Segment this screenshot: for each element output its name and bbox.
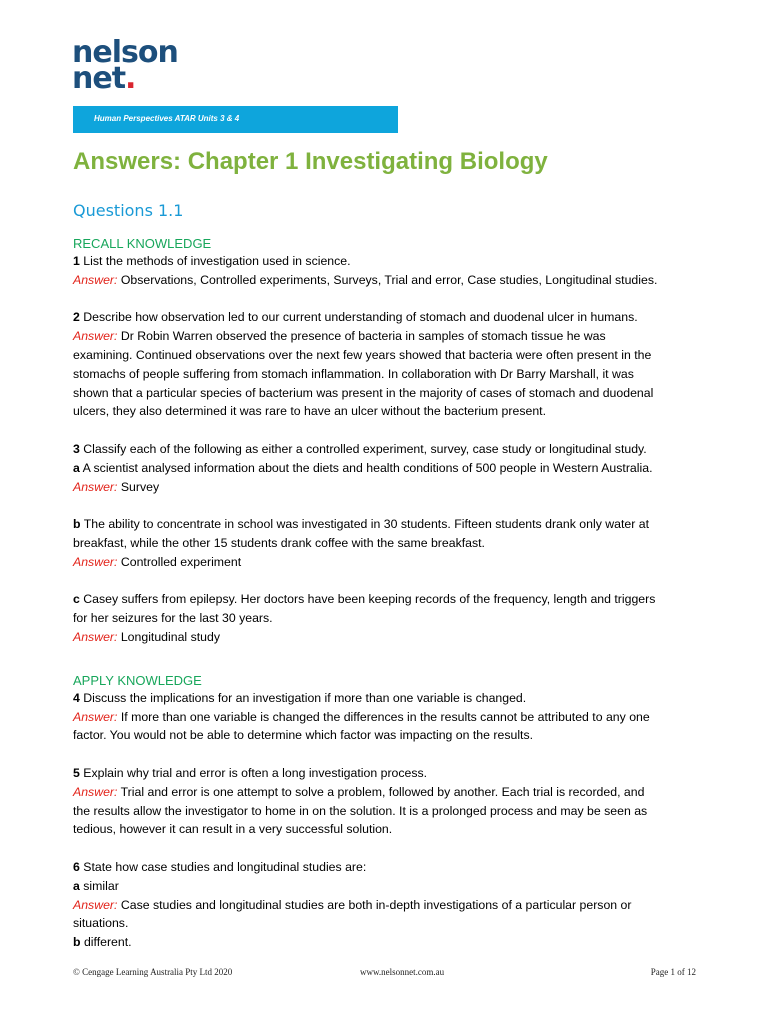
nelson-net-logo — [72, 35, 178, 96]
question-3b-line: breakfast, while the other 15 students drank coffee with the same breakfast. — [73, 535, 485, 550]
question-1: 1 List the methods of investigation used in science. — [73, 254, 351, 268]
answer-3b: Answer: Controlled experiment — [73, 554, 242, 569]
answer-5-line: the results allow the investigator to home in on the solution. It is a prolonged process and may be seen as — [73, 803, 648, 818]
answer-5-line: tedious, however it can result in a very successful solution. — [73, 822, 393, 837]
footer-copyright: © Cengage Learning Australia Pty Ltd 2020 — [73, 967, 233, 977]
answer-5: Answer: Trial and error is one attempt to solve a problem, followed by another. Each trial is recorded, and — [73, 784, 645, 799]
question-3c: c Casey suffers from epilepsy. Her doctors have been keeping records of the frequency, length and triggers — [73, 592, 656, 607]
logo-line-1: nelson — [72, 35, 178, 70]
answer-6a-line: situations. — [73, 916, 129, 931]
apply-knowledge-heading: APPLY KNOWLEDGE — [73, 672, 202, 688]
answer-2-line: ulcers, they also determined it was rare to have an ulcer without the bacterium present. — [73, 404, 546, 419]
logo-line-2: net. — [72, 61, 136, 96]
question-6: 6 State how case studies and longitudinal studies are: — [73, 859, 367, 874]
answer-2-line: stomachs of people suffering from stomach inflammation. In collaboration with Dr Barry Marshall, it was — [73, 366, 634, 381]
answer-1: Answer: Observations, Controlled experiments, Surveys, Trial and error, Case studies, Longitudinal studies. — [73, 272, 658, 287]
page-title: Answers: Chapter 1 Investigating Biology — [73, 148, 548, 175]
footer-url[interactable]: www.nelsonnet.com.au — [360, 967, 445, 977]
question-3a: a A scientist analysed information about the diets and health conditions of 500 people in Western Australia. — [73, 460, 653, 475]
answer-3a: Answer: Survey — [73, 479, 160, 494]
answer-2-line: examining. Continued observations over the next few years showed that bacteria were often present in the — [73, 347, 652, 362]
answer-2: Answer: Dr Robin Warren observed the presence of bacteria in samples of stomach tissue he was — [73, 329, 606, 344]
question-3b: b The ability to concentrate in school was investigated in 30 students. Fifteen students drank only water at — [73, 517, 650, 532]
question-2: 2 Describe how observation led to our current understanding of stomach and duodenal ulcer in humans. — [73, 310, 638, 325]
question-3c-line: for her seizures for the last 30 years. — [73, 611, 273, 626]
answer-3c: Answer: Longitudinal study — [73, 629, 220, 644]
question-6b: b different. — [73, 935, 132, 950]
answer-4: Answer: If more than one variable is changed the differences in the results cannot be attributed to any one — [73, 709, 650, 724]
question-6a: a similar — [73, 878, 119, 893]
questions-heading: Questions 1.1 — [73, 201, 184, 220]
answer-6a: Answer: Case studies and longitudinal studies are both in-depth investigations of a particular person or — [73, 897, 632, 912]
footer-page-number: Page 1 of 12 — [650, 967, 696, 977]
course-banner — [73, 106, 398, 133]
question-5: 5 Explain why trial and error is often a long investigation process. — [73, 765, 428, 780]
document-body — [73, 236, 703, 952]
question-3: 3 Classify each of the following as either a controlled experiment, survey, case study or longitudinal study. — [73, 441, 647, 456]
answer-4-line: factor. You would not be able to determine which factor was impacting on the results. — [73, 728, 534, 743]
course-banner-text: Human Perspectives ATAR Units 3 & 4 — [94, 114, 240, 123]
answer-2-line: shown that a particular species of bacterium was present in the majority of cases of stomach and duodenal — [73, 385, 654, 400]
logo-dot: . — [125, 61, 136, 96]
question-4: 4 Discuss the implications for an investigation if more than one variable is changed. — [73, 690, 527, 705]
recall-knowledge-heading: RECALL KNOWLEDGE — [73, 236, 212, 251]
